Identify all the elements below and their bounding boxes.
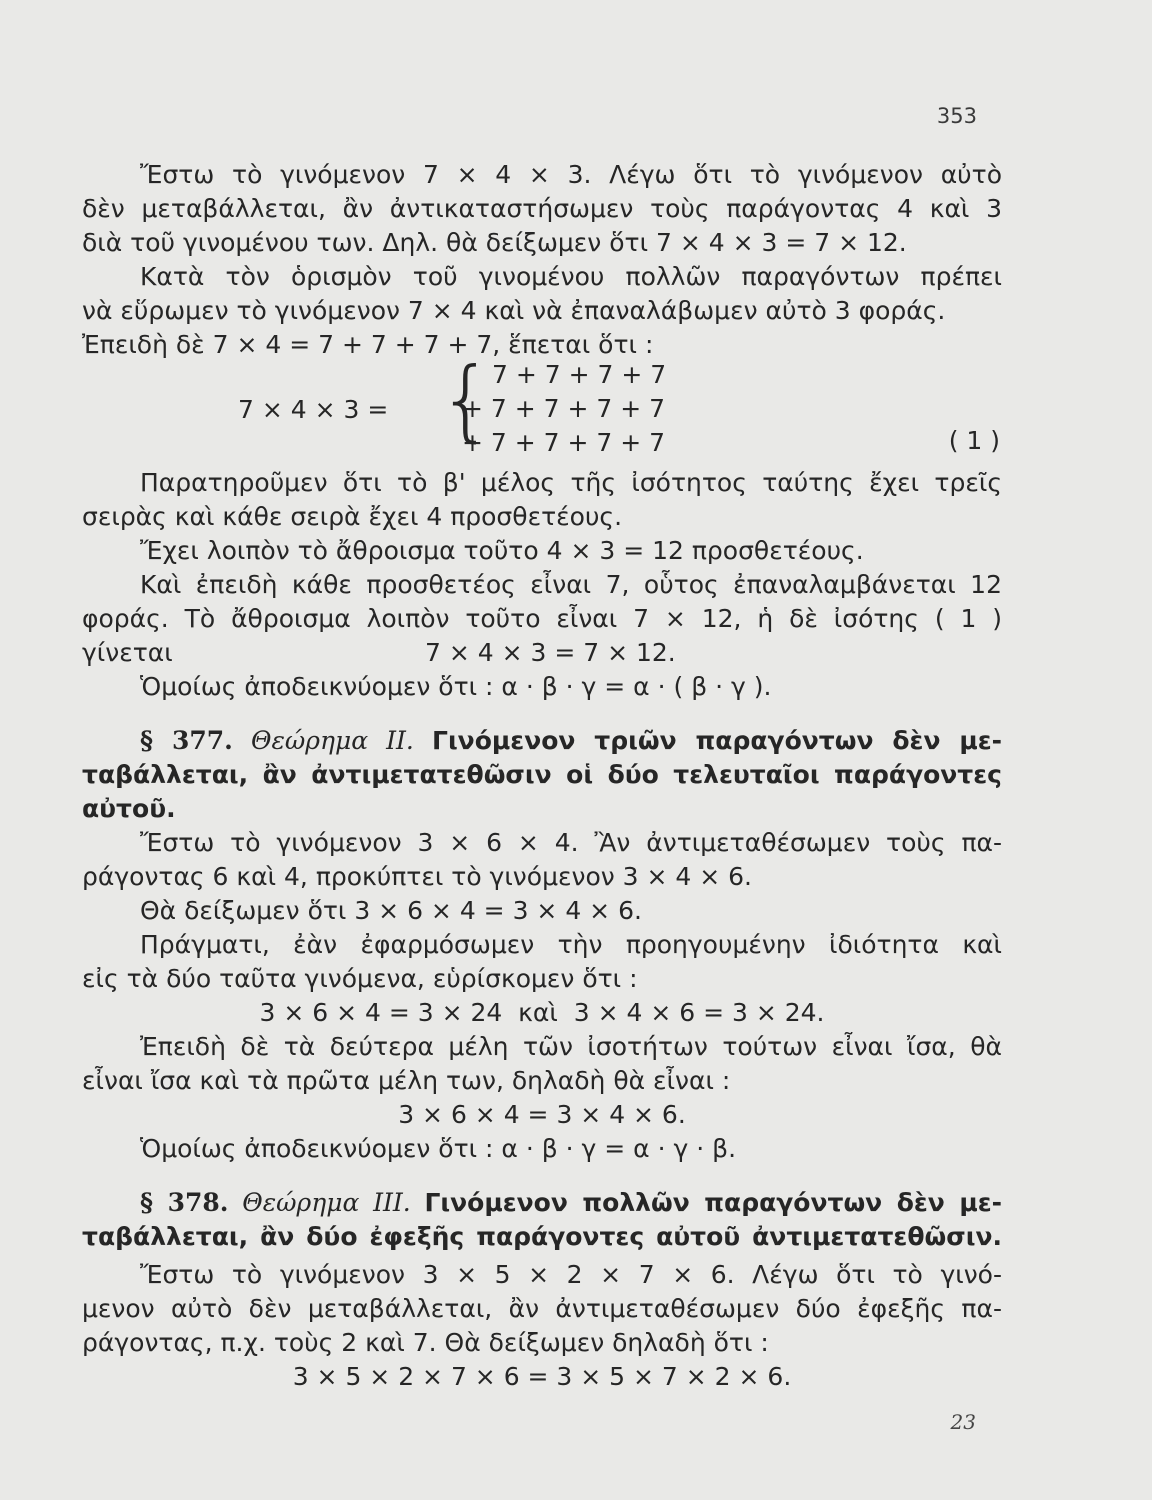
theorem-title: Γινόμενον πολλῶν παραγόντων δὲν με- xyxy=(424,1188,1003,1217)
text-line: Ἐπειδὴ δὲ 7 × 4 = 7 + 7 + 7 + 7, ἕπεται ὅτι : xyxy=(82,330,654,359)
text-line: διὰ τοῦ γινομένου των. Δηλ. θὰ δείξωμεν ὅτι 7 × 4 × 3 = 7 × 12. xyxy=(82,228,907,257)
text-line: Ἔχει λοιπὸν τὸ ἄθροισμα τοῦτο 4 × 3 = 12 προσθετέους. xyxy=(140,536,864,565)
equation-1 xyxy=(82,348,1002,468)
text-line: Ἔστω τὸ γινόμενον 3 × 5 × 2 × 7 × 6. Λέγω ὅτι τὸ γινό- xyxy=(140,1260,1002,1289)
text-line: Πράγματι, ἐὰν ἐφαρμόσωμεν τὴν προηγουμένην ἰδιότητα καὶ xyxy=(140,930,1002,959)
text-line: εἰς τὰ δύο ταῦτα γινόμενα, εὑρίσκομεν ὅτι : xyxy=(82,964,638,993)
equation-rows xyxy=(462,358,666,460)
equation-row: 7 + 7 + 7 + 7 xyxy=(492,360,667,389)
section-heading xyxy=(140,1186,1002,1220)
theorem-title: ταβάλλεται, ἂν δύο ἐφεξῆς παράγοντες αὐτοῦ ἀντιμετατεθῶσιν. xyxy=(82,1222,1002,1251)
text-line: Ἔστω τὸ γινόμενον 7 × 4 × 3. Λέγω ὅτι τὸ γινόμενον αὐτὸ xyxy=(140,160,1002,189)
printer-signature: 23 xyxy=(950,1410,976,1434)
equation-number: ( 1 ) xyxy=(948,426,1000,455)
text-line: Παρατηροῦμεν ὅτι τὸ β' μέλος τῆς ἰσότητος ταύτης ἔχει τρεῖς xyxy=(140,468,1002,497)
text-line: μενον αὐτὸ δὲν μεταβάλλεται, ἂν ἀντιμεταθέσωμεν δύο ἐφεξῆς πα- xyxy=(82,1294,1002,1323)
brace-symbol: { xyxy=(438,348,494,451)
text-line: Θὰ δείξωμεν ὅτι 3 × 6 × 4 = 3 × 4 × 6. xyxy=(140,896,642,925)
text-line: ράγοντας 6 καὶ 4, προκύπτει τὸ γινόμενον 3 × 4 × 6. xyxy=(82,862,753,891)
text-line: Ὁμοίως ἀποδεικνύομεν ὅτι : α · β · γ = α · ( β · γ ). xyxy=(140,672,772,701)
text-line: Κατὰ τὸν ὁρισμὸν τοῦ γινομένου πολλῶν παραγόντων πρέπει xyxy=(140,262,1002,291)
formula: 3 × 5 × 2 × 7 × 6 = 3 × 5 × 7 × 2 × 6. xyxy=(292,1362,792,1391)
section-ref: § 377. xyxy=(140,726,233,755)
text-line: δὲν μεταβάλλεται, ἂν ἀντικαταστήσωμεν τοὺς παράγοντας 4 καὶ 3 xyxy=(82,194,1002,223)
theorem-title: Γινόμενον τριῶν παραγόντων δὲν με- xyxy=(432,726,1003,755)
formula: 7 × 4 × 3 = 7 × 12. xyxy=(425,638,676,667)
text-word: γίνεται xyxy=(82,638,173,667)
text-line: εἶναι ἴσα καὶ τὰ πρῶτα μέλη των, δηλαδὴ θὰ εἶναι : xyxy=(82,1066,731,1095)
formula: 3 × 6 × 4 = 3 × 24 καὶ 3 × 4 × 6 = 3 × 24. xyxy=(259,998,825,1027)
text-line: Ὁμοίως ἀποδεικνύομεν ὅτι : α · β · γ = α · γ · β. xyxy=(140,1134,737,1163)
text-line: Ἔστω τὸ γινόμενον 3 × 6 × 4. Ἂν ἀντιμεταθέσωμεν τοὺς πα- xyxy=(140,828,1002,857)
equation-row: + 7 + 7 + 7 + 7 xyxy=(462,394,666,423)
formula: 3 × 6 × 4 = 3 × 4 × 6. xyxy=(398,1100,686,1129)
text-line: νὰ εὕρωμεν τὸ γινόμενον 7 × 4 καὶ νὰ ἐπαναλάβωμεν αὐτὸ 3 φοράς. xyxy=(82,296,946,325)
theorem-label: Θεώρημα ΙΙ. xyxy=(250,726,414,755)
theorem-label: Θεώρημα ΙΙΙ. xyxy=(242,1188,411,1217)
theorem-title: αὐτοῦ. xyxy=(82,794,176,823)
equation-lhs: 7 × 4 × 3 = xyxy=(238,395,389,424)
text-line: φοράς. Τὸ ἄθροισμα λοιπὸν τοῦτο εἶναι 7 × 12, ἡ δὲ ἰσότης ( 1 ) xyxy=(82,604,1002,633)
section-heading xyxy=(140,724,1002,758)
text-line: Καὶ ἐπειδὴ κάθε προσθετέος εἶναι 7, οὗτος ἐπαναλαμβάνεται 12 xyxy=(140,570,1002,599)
text-line: Ἐπειδὴ δὲ τὰ δεύτερα μέλη τῶν ἰσοτήτων τούτων εἶναι ἴσα, θὰ xyxy=(140,1032,1002,1061)
text-line xyxy=(82,636,1002,670)
theorem-title: ταβάλλεται, ἂν ἀντιμετατεθῶσιν οἱ δύο τελευταῖοι παράγοντες xyxy=(82,760,1002,789)
section-ref: § 378. xyxy=(140,1188,229,1217)
text-line: σειρὰς καὶ κάθε σειρὰ ἔχει 4 προσθετέους. xyxy=(82,502,623,531)
page-number: 353 xyxy=(936,104,977,128)
text-line: ράγοντας, π.χ. τοὺς 2 καὶ 7. Θὰ δείξωμεν δηλαδὴ ὅτι : xyxy=(82,1328,769,1357)
equation-row: + 7 + 7 + 7 + 7 xyxy=(462,428,666,457)
